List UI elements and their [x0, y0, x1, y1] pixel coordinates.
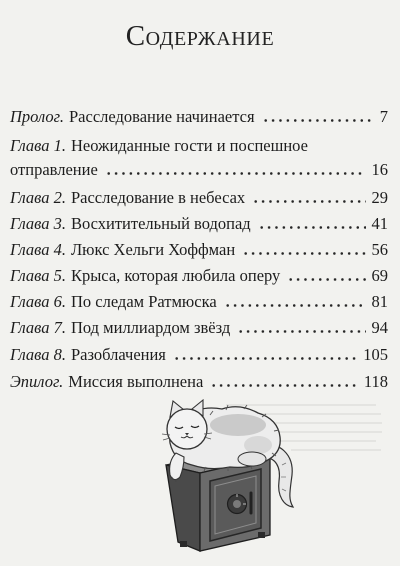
- entry-label: Глава 1.: [10, 136, 66, 155]
- page-number: 81: [371, 292, 388, 311]
- entry-label: Глава 2.: [10, 188, 66, 207]
- toc-entry-chapter-2: [10, 185, 388, 211]
- page-number: 69: [371, 266, 388, 285]
- page-number: 94: [371, 318, 388, 337]
- entry-label: Глава 5.: [10, 266, 66, 285]
- toc-entry-chapter-6: [10, 289, 388, 315]
- entry-label: Эпилог.: [10, 372, 64, 391]
- toc-entry-chapter-4: [10, 237, 388, 263]
- toc-entry-prologue: [10, 104, 388, 130]
- entry-title: Крыса, которая любила оперу: [70, 266, 281, 285]
- entry-title: Расследование начинается: [69, 107, 255, 126]
- toc-entry-chapter-3: [10, 211, 388, 237]
- entry-title: Разоблачения: [70, 345, 166, 364]
- entry-label: Глава 7.: [10, 318, 66, 337]
- entry-title: Люкс Хельги Хоффман: [70, 240, 236, 259]
- page-number: 7: [379, 107, 388, 126]
- page-number: 118: [363, 372, 388, 391]
- entry-title: По следам Ратмюска: [70, 292, 217, 311]
- dot-leader: [237, 330, 365, 333]
- page-title: Содержание: [125, 20, 275, 52]
- dot-leader: [242, 252, 365, 255]
- dot-leader: [252, 200, 365, 203]
- page-number: 56: [371, 240, 388, 259]
- dot-leader: [258, 226, 366, 229]
- cat-on-safe-illustration: [140, 395, 310, 555]
- entry-label: Глава 6.: [10, 292, 66, 311]
- toc-entry-chapter-5: [10, 263, 388, 289]
- toc-entry-chapter-1-continuation: [10, 157, 388, 183]
- toc-entry-epilogue: [10, 369, 388, 395]
- entry-label: Пролог.: [10, 107, 64, 126]
- page-number: 16: [371, 160, 388, 179]
- entry-title-continuation: отправление: [10, 160, 98, 179]
- entry-title: Расследование в небесах: [70, 188, 246, 207]
- dot-leader: [210, 384, 358, 387]
- dot-leader: [262, 119, 374, 122]
- toc-entry-chapter-1: [10, 133, 388, 159]
- dot-leader: [224, 304, 366, 307]
- entry-title: Под миллиардом звёзд: [70, 318, 231, 337]
- entry-label: Глава 8.: [10, 345, 66, 364]
- toc-entry-chapter-8: [10, 342, 388, 368]
- entry-title: Восхитительный водопад: [70, 214, 251, 233]
- entry-label: Глава 3.: [10, 214, 66, 233]
- page-number: 41: [371, 214, 388, 233]
- dot-leader: [173, 357, 357, 360]
- entry-title: Неожиданные гости и поспешное: [70, 136, 308, 155]
- dot-leader: [287, 278, 365, 281]
- entry-label: Глава 4.: [10, 240, 66, 259]
- toc-entry-chapter-7: [10, 315, 388, 341]
- dot-leader: [105, 172, 366, 175]
- page-number: 29: [371, 188, 388, 207]
- page-number: 105: [363, 345, 388, 364]
- entry-title: Миссия выполнена: [68, 372, 204, 391]
